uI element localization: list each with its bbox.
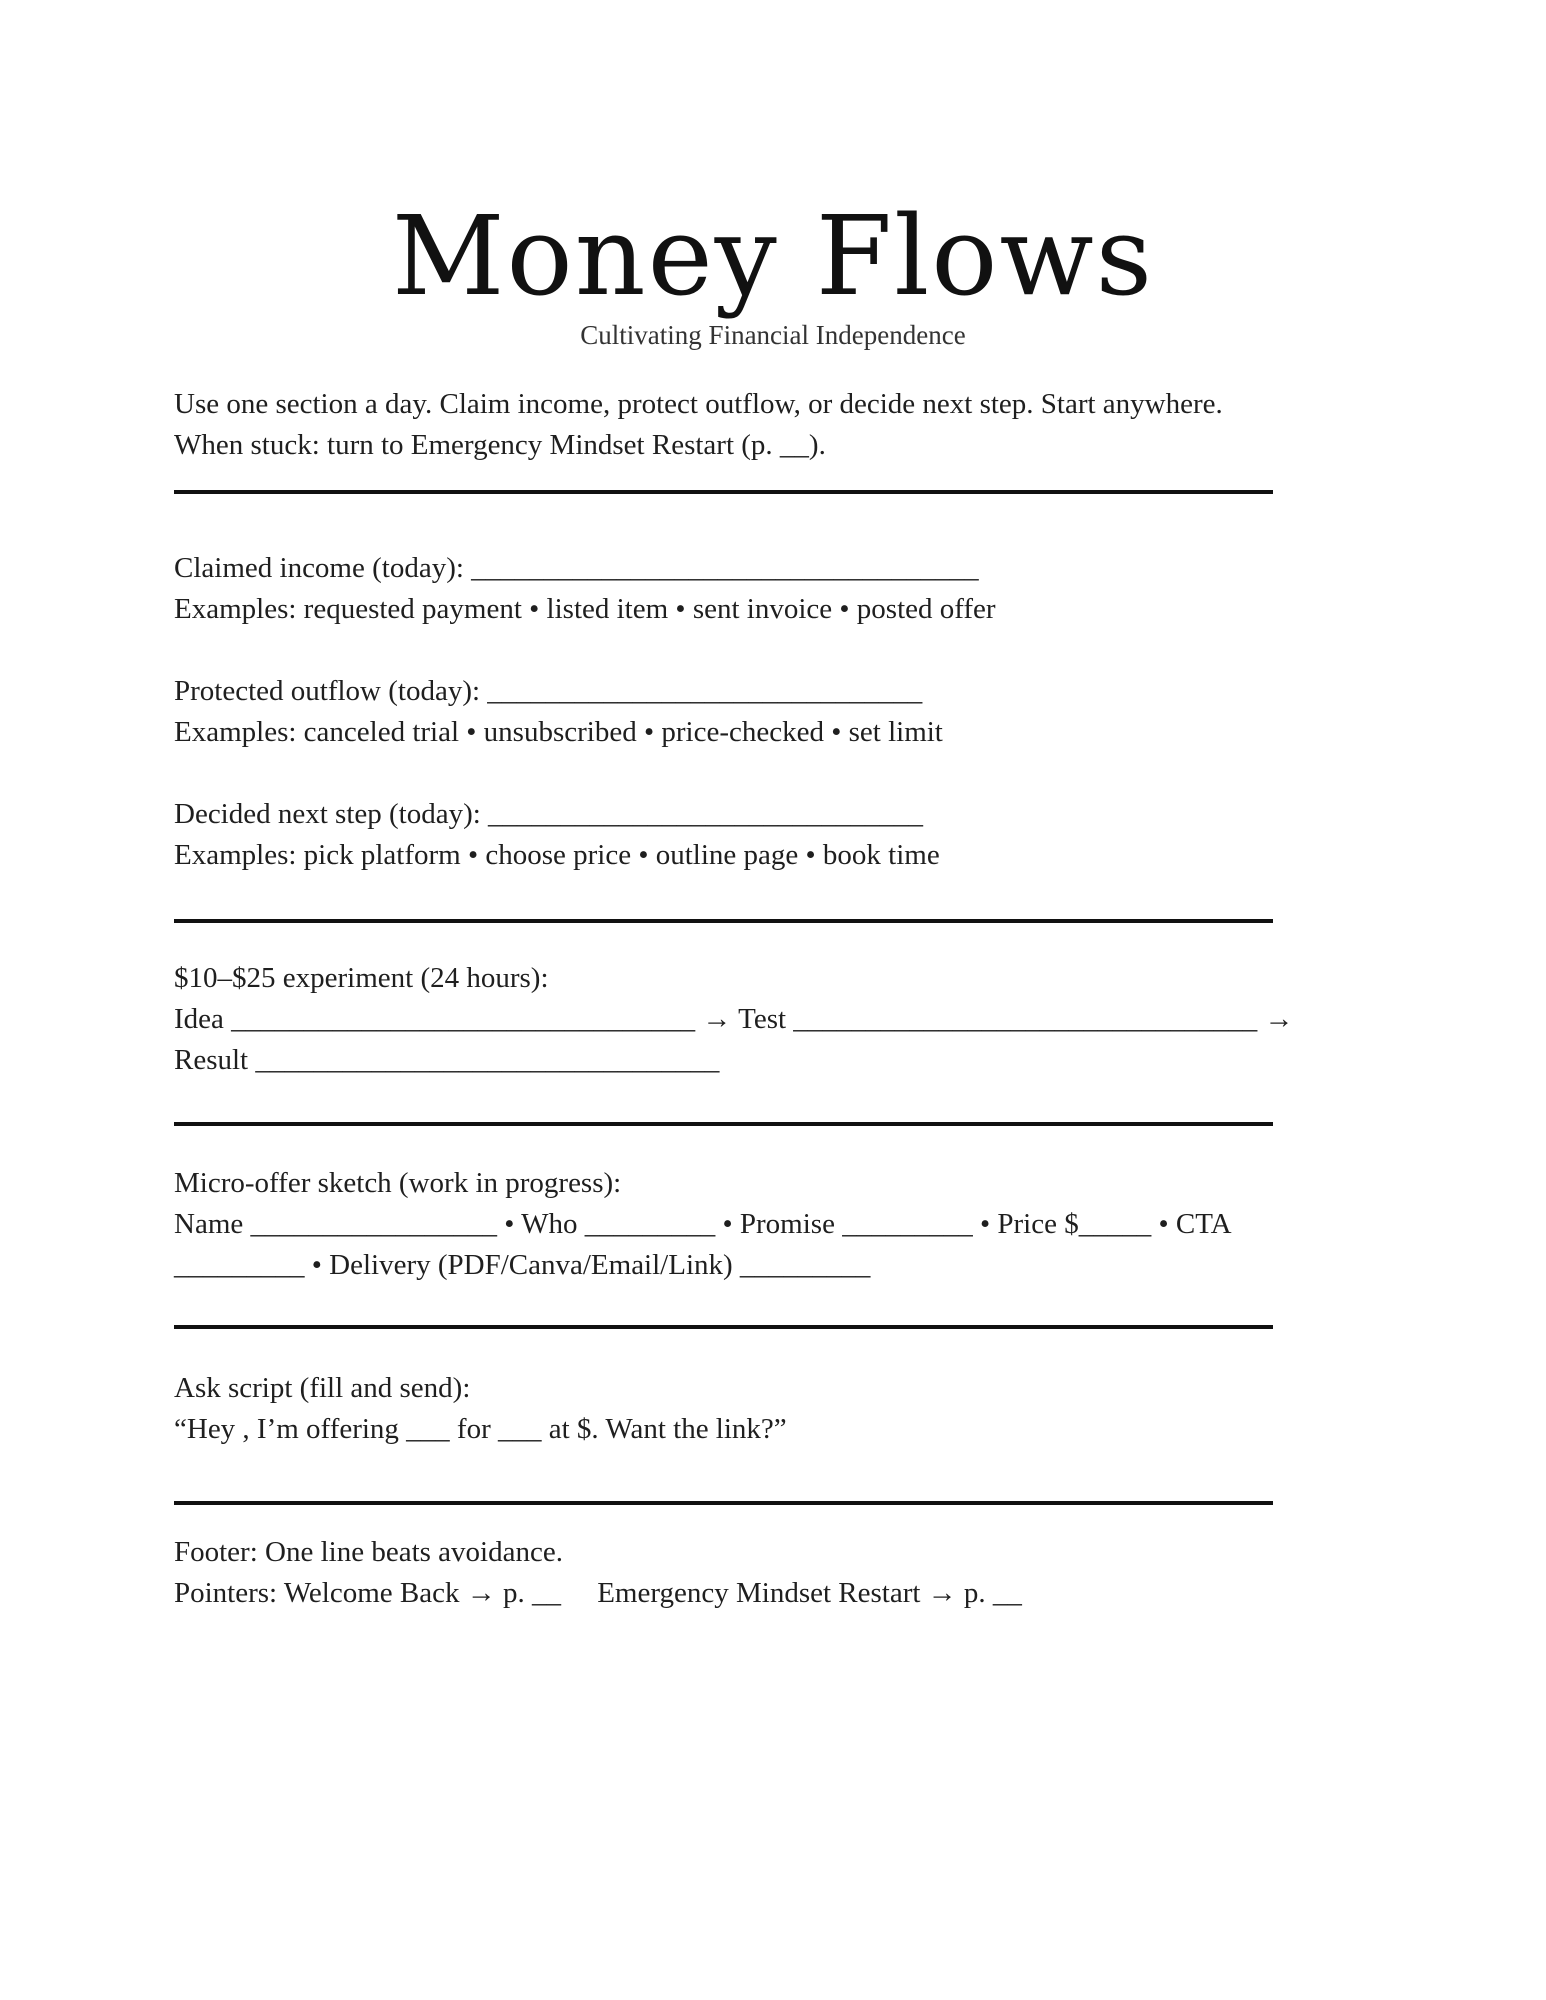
micro-offer-fields-line-1[interactable]: Name _________________ • Who _________ • Promise _________ • Price $_____ • CTA — [174, 1208, 1232, 1240]
intro-line-2: When stuck: turn to Emergency Mindset Restart (p. __). — [174, 429, 826, 461]
ask-script-text[interactable]: “Hey , I’m offering ___ for ___ at $. Want the link?” — [174, 1413, 787, 1445]
page-subtitle: Cultivating Financial Independence — [580, 320, 966, 350]
section-divider — [174, 1325, 1273, 1329]
experiment-result-field[interactable]: Result ________________________________ — [174, 1044, 720, 1076]
section-divider — [174, 1122, 1273, 1126]
footer-pointers: Pointers: Welcome Back → p. __ Emergency Mindset Restart → p. __ — [174, 1577, 1022, 1609]
experiment-idea-test-fields[interactable]: Idea ________________________________ → Test ________________________________ → — [174, 1003, 1294, 1035]
page-title: Money Flows — [391, 192, 1155, 320]
section-divider — [174, 1501, 1273, 1505]
micro-offer-fields-line-2[interactable]: _________ • Delivery (PDF/Canva/Email/Link) _________ — [174, 1249, 871, 1281]
decided-next-step-examples: Examples: pick platform • choose price • outline page • book time — [174, 839, 940, 871]
claimed-income-examples: Examples: requested payment • listed item • sent invoice • posted offer — [174, 593, 996, 625]
claimed-income-field[interactable]: Claimed income (today): ___________________________________ — [174, 552, 979, 584]
footer-note: Footer: One line beats avoidance. — [174, 1536, 563, 1568]
protected-outflow-field[interactable]: Protected outflow (today): ______________________________ — [174, 675, 923, 707]
ask-script-heading: Ask script (fill and send): — [174, 1372, 471, 1404]
intro-line-1: Use one section a day. Claim income, protect outflow, or decide next step. Start anywhere. — [174, 388, 1223, 420]
section-divider — [174, 919, 1273, 923]
section-divider — [174, 490, 1273, 494]
decided-next-step-field[interactable]: Decided next step (today): ______________________________ — [174, 798, 924, 830]
experiment-heading: $10–$25 experiment (24 hours): — [174, 962, 549, 994]
protected-outflow-examples: Examples: canceled trial • unsubscribed • price-checked • set limit — [174, 716, 943, 748]
micro-offer-heading: Micro-offer sketch (work in progress): — [174, 1167, 622, 1199]
